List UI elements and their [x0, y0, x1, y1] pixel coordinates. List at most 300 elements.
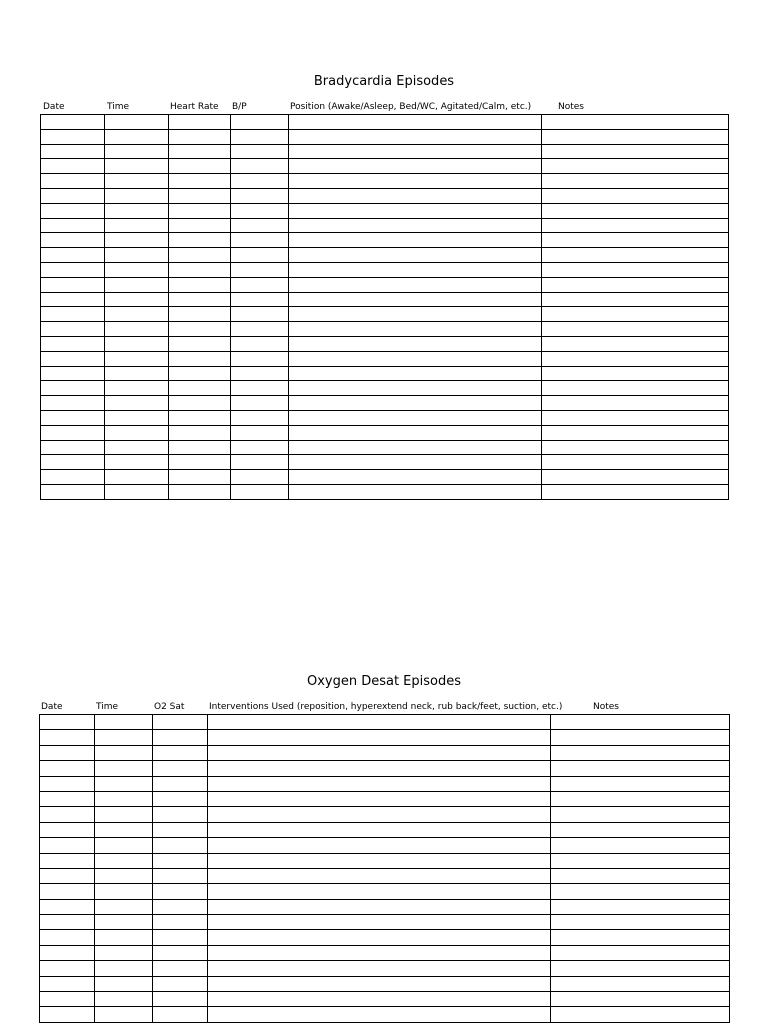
brady-table-row — [41, 159, 729, 174]
brady-blank-entry-cell — [41, 322, 105, 337]
brady-blank-entry-cell — [105, 218, 169, 233]
o2-blank-entry-cell — [95, 992, 153, 1007]
brady-table-row — [41, 262, 729, 277]
brady-table-row — [41, 188, 729, 203]
o2-table-row — [40, 976, 730, 991]
o2-header-interventions: Interventions Used (reposition, hyperextend neck, rub back/feet, suction, etc.) — [209, 702, 563, 712]
brady-blank-entry-cell — [105, 396, 169, 411]
brady-table-row — [41, 484, 729, 499]
o2-blank-entry-cell — [208, 853, 551, 868]
brady-table-row — [41, 115, 729, 130]
brady-blank-entry-cell — [105, 277, 169, 292]
brady-table-row — [41, 322, 729, 337]
brady-blank-entry-cell — [41, 455, 105, 470]
brady-blank-entry-cell — [289, 262, 542, 277]
brady-blank-entry-cell — [542, 233, 729, 248]
o2-blank-entry-cell — [95, 730, 153, 745]
brady-blank-entry-cell — [542, 115, 729, 130]
brady-blank-entry-cell — [231, 174, 289, 189]
brady-blank-entry-cell — [105, 174, 169, 189]
o2-table-row — [40, 745, 730, 760]
o2-header-time: Time — [96, 702, 119, 712]
o2-blank-entry-cell — [551, 1007, 730, 1022]
brady-header-position: Position (Awake/Asleep, Bed/WC, Agitated/Calm, etc.) — [290, 102, 532, 112]
brady-blank-entry-cell — [105, 440, 169, 455]
brady-table-row — [41, 129, 729, 144]
brady-blank-entry-cell — [105, 351, 169, 366]
brady-blank-entry-cell — [41, 218, 105, 233]
brady-blank-entry-cell — [289, 115, 542, 130]
o2-blank-entry-cell — [95, 791, 153, 806]
brady-blank-entry-cell — [289, 129, 542, 144]
o2-blank-entry-cell — [208, 930, 551, 945]
brady-header-heart-rate: Heart Rate — [170, 102, 219, 112]
brady-blank-entry-cell — [542, 425, 729, 440]
o2-blank-entry-cell — [40, 899, 95, 914]
o2-blank-entry-cell — [551, 915, 730, 930]
o2-table-row — [40, 838, 730, 853]
brady-table-row — [41, 396, 729, 411]
o2-blank-entry-cell — [40, 1007, 95, 1022]
brady-blank-entry-cell — [169, 336, 231, 351]
o2-blank-entry-cell — [208, 838, 551, 853]
brady-blank-entry-cell — [289, 425, 542, 440]
brady-blank-entry-cell — [542, 277, 729, 292]
brady-table-row — [41, 277, 729, 292]
o2-blank-entry-cell — [208, 884, 551, 899]
oxygen-desat-log-table — [39, 714, 730, 1023]
o2-blank-entry-cell — [153, 745, 208, 760]
o2-blank-entry-cell — [95, 715, 153, 730]
o2-blank-entry-cell — [153, 838, 208, 853]
brady-blank-entry-cell — [289, 292, 542, 307]
brady-blank-entry-cell — [169, 425, 231, 440]
brady-blank-entry-cell — [542, 366, 729, 381]
o2-blank-entry-cell — [40, 745, 95, 760]
brady-blank-entry-cell — [41, 292, 105, 307]
brady-table-row — [41, 292, 729, 307]
o2-table-row — [40, 761, 730, 776]
o2-blank-entry-cell — [208, 745, 551, 760]
o2-blank-entry-cell — [40, 730, 95, 745]
o2-blank-entry-cell — [551, 930, 730, 945]
brady-blank-entry-cell — [231, 484, 289, 499]
brady-blank-entry-cell — [169, 484, 231, 499]
brady-blank-entry-cell — [169, 233, 231, 248]
o2-blank-entry-cell — [153, 761, 208, 776]
brady-blank-entry-cell — [231, 410, 289, 425]
brady-table-row — [41, 144, 729, 159]
brady-blank-entry-cell — [231, 381, 289, 396]
brady-table-row — [41, 203, 729, 218]
bradycardia-log-table — [40, 114, 729, 500]
o2-blank-entry-cell — [95, 761, 153, 776]
o2-blank-entry-cell — [95, 1007, 153, 1022]
brady-blank-entry-cell — [105, 248, 169, 263]
o2-blank-entry-cell — [40, 838, 95, 853]
brady-table-row — [41, 351, 729, 366]
o2-blank-entry-cell — [208, 761, 551, 776]
brady-blank-entry-cell — [289, 410, 542, 425]
o2-blank-entry-cell — [208, 961, 551, 976]
brady-blank-entry-cell — [169, 440, 231, 455]
brady-table-row — [41, 440, 729, 455]
o2-blank-entry-cell — [153, 945, 208, 960]
o2-blank-entry-cell — [40, 992, 95, 1007]
brady-blank-entry-cell — [41, 233, 105, 248]
brady-blank-entry-cell — [542, 292, 729, 307]
brady-blank-entry-cell — [41, 144, 105, 159]
brady-blank-entry-cell — [231, 470, 289, 485]
o2-blank-entry-cell — [153, 776, 208, 791]
o2-blank-entry-cell — [153, 791, 208, 806]
brady-blank-entry-cell — [542, 307, 729, 322]
brady-blank-entry-cell — [231, 322, 289, 337]
o2-blank-entry-cell — [153, 899, 208, 914]
o2-blank-entry-cell — [551, 745, 730, 760]
o2-blank-entry-cell — [95, 868, 153, 883]
brady-blank-entry-cell — [289, 307, 542, 322]
o2-blank-entry-cell — [208, 715, 551, 730]
brady-blank-entry-cell — [169, 159, 231, 174]
brady-blank-entry-cell — [105, 470, 169, 485]
o2-table-row — [40, 730, 730, 745]
brady-blank-entry-cell — [542, 322, 729, 337]
o2-table-row — [40, 853, 730, 868]
brady-blank-entry-cell — [105, 292, 169, 307]
brady-blank-entry-cell — [231, 159, 289, 174]
o2-blank-entry-cell — [95, 745, 153, 760]
brady-blank-entry-cell — [231, 455, 289, 470]
brady-blank-entry-cell — [289, 174, 542, 189]
brady-header-bp: B/P — [232, 102, 247, 112]
brady-blank-entry-cell — [41, 174, 105, 189]
brady-blank-entry-cell — [41, 410, 105, 425]
brady-blank-entry-cell — [105, 115, 169, 130]
o2-blank-entry-cell — [40, 884, 95, 899]
brady-table-row — [41, 455, 729, 470]
o2-blank-entry-cell — [153, 961, 208, 976]
brady-table-row — [41, 218, 729, 233]
brady-blank-entry-cell — [41, 336, 105, 351]
brady-blank-entry-cell — [41, 277, 105, 292]
o2-blank-entry-cell — [208, 776, 551, 791]
o2-blank-entry-cell — [551, 992, 730, 1007]
o2-blank-entry-cell — [40, 715, 95, 730]
o2-blank-entry-cell — [208, 992, 551, 1007]
bradycardia-title: Bradycardia Episodes — [313, 74, 455, 89]
o2-blank-entry-cell — [208, 730, 551, 745]
o2-blank-entry-cell — [551, 807, 730, 822]
o2-blank-entry-cell — [95, 915, 153, 930]
brady-blank-entry-cell — [169, 174, 231, 189]
brady-blank-entry-cell — [41, 248, 105, 263]
o2-blank-entry-cell — [95, 884, 153, 899]
brady-blank-entry-cell — [231, 440, 289, 455]
o2-blank-entry-cell — [95, 776, 153, 791]
brady-blank-entry-cell — [41, 188, 105, 203]
brady-blank-entry-cell — [542, 144, 729, 159]
brady-blank-entry-cell — [289, 440, 542, 455]
o2-table-row — [40, 992, 730, 1007]
o2-table-row — [40, 915, 730, 930]
brady-blank-entry-cell — [231, 351, 289, 366]
o2-blank-entry-cell — [153, 853, 208, 868]
brady-blank-entry-cell — [542, 410, 729, 425]
brady-blank-entry-cell — [105, 188, 169, 203]
o2-table-row — [40, 899, 730, 914]
brady-blank-entry-cell — [542, 381, 729, 396]
brady-blank-entry-cell — [169, 351, 231, 366]
brady-blank-entry-cell — [542, 470, 729, 485]
brady-blank-entry-cell — [289, 470, 542, 485]
brady-blank-entry-cell — [105, 455, 169, 470]
brady-blank-entry-cell — [169, 129, 231, 144]
o2-header-o2-sat: O2 Sat — [154, 702, 185, 712]
brady-blank-entry-cell — [41, 381, 105, 396]
o2-blank-entry-cell — [40, 822, 95, 837]
o2-blank-entry-cell — [551, 884, 730, 899]
o2-blank-entry-cell — [208, 1007, 551, 1022]
o2-blank-entry-cell — [551, 730, 730, 745]
brady-blank-entry-cell — [289, 351, 542, 366]
brady-blank-entry-cell — [231, 188, 289, 203]
brady-blank-entry-cell — [231, 292, 289, 307]
brady-blank-entry-cell — [542, 351, 729, 366]
brady-blank-entry-cell — [169, 366, 231, 381]
brady-blank-entry-cell — [169, 262, 231, 277]
o2-blank-entry-cell — [153, 992, 208, 1007]
o2-table-row — [40, 791, 730, 806]
o2-blank-entry-cell — [95, 930, 153, 945]
brady-table-row — [41, 410, 729, 425]
brady-blank-entry-cell — [41, 129, 105, 144]
o2-blank-entry-cell — [95, 838, 153, 853]
o2-table-row — [40, 1007, 730, 1022]
o2-blank-entry-cell — [153, 915, 208, 930]
brady-blank-entry-cell — [169, 188, 231, 203]
oxygen-desat-title: Oxygen Desat Episodes — [306, 674, 462, 689]
brady-blank-entry-cell — [231, 144, 289, 159]
o2-header-notes: Notes — [593, 702, 619, 712]
o2-blank-entry-cell — [153, 715, 208, 730]
o2-blank-entry-cell — [551, 838, 730, 853]
brady-blank-entry-cell — [105, 336, 169, 351]
o2-blank-entry-cell — [551, 761, 730, 776]
brady-blank-entry-cell — [105, 233, 169, 248]
brady-blank-entry-cell — [289, 248, 542, 263]
brady-header-time: Time — [107, 102, 130, 112]
brady-table-row — [41, 248, 729, 263]
brady-blank-entry-cell — [231, 307, 289, 322]
brady-blank-entry-cell — [169, 455, 231, 470]
o2-blank-entry-cell — [208, 868, 551, 883]
brady-blank-entry-cell — [105, 159, 169, 174]
brady-blank-entry-cell — [231, 277, 289, 292]
o2-blank-entry-cell — [40, 945, 95, 960]
o2-blank-entry-cell — [551, 791, 730, 806]
o2-blank-entry-cell — [95, 945, 153, 960]
brady-blank-entry-cell — [231, 218, 289, 233]
brady-blank-entry-cell — [41, 470, 105, 485]
o2-blank-entry-cell — [153, 868, 208, 883]
o2-blank-entry-cell — [40, 776, 95, 791]
brady-blank-entry-cell — [542, 129, 729, 144]
o2-blank-entry-cell — [551, 961, 730, 976]
o2-table-row — [40, 961, 730, 976]
brady-blank-entry-cell — [105, 307, 169, 322]
brady-blank-entry-cell — [231, 233, 289, 248]
brady-blank-entry-cell — [41, 366, 105, 381]
brady-blank-entry-cell — [105, 410, 169, 425]
brady-blank-entry-cell — [542, 218, 729, 233]
brady-table-row — [41, 425, 729, 440]
brady-blank-entry-cell — [289, 455, 542, 470]
brady-header-date: Date — [43, 102, 65, 112]
o2-blank-entry-cell — [551, 776, 730, 791]
o2-blank-entry-cell — [551, 899, 730, 914]
o2-table-row — [40, 945, 730, 960]
brady-blank-entry-cell — [289, 159, 542, 174]
o2-blank-entry-cell — [208, 791, 551, 806]
brady-blank-entry-cell — [105, 322, 169, 337]
brady-blank-entry-cell — [542, 440, 729, 455]
o2-blank-entry-cell — [95, 976, 153, 991]
brady-blank-entry-cell — [105, 484, 169, 499]
brady-blank-entry-cell — [41, 425, 105, 440]
o2-blank-entry-cell — [95, 807, 153, 822]
brady-blank-entry-cell — [169, 292, 231, 307]
o2-table-row — [40, 822, 730, 837]
o2-blank-entry-cell — [95, 822, 153, 837]
o2-blank-entry-cell — [40, 915, 95, 930]
brady-blank-entry-cell — [289, 144, 542, 159]
brady-blank-entry-cell — [169, 203, 231, 218]
brady-blank-entry-cell — [41, 203, 105, 218]
brady-blank-entry-cell — [105, 425, 169, 440]
brady-blank-entry-cell — [41, 159, 105, 174]
o2-blank-entry-cell — [208, 822, 551, 837]
o2-blank-entry-cell — [551, 945, 730, 960]
brady-blank-entry-cell — [169, 381, 231, 396]
brady-blank-entry-cell — [542, 174, 729, 189]
o2-blank-entry-cell — [208, 976, 551, 991]
o2-blank-entry-cell — [40, 930, 95, 945]
o2-blank-entry-cell — [95, 899, 153, 914]
brady-blank-entry-cell — [289, 203, 542, 218]
o2-blank-entry-cell — [40, 791, 95, 806]
brady-blank-entry-cell — [289, 277, 542, 292]
o2-blank-entry-cell — [208, 945, 551, 960]
o2-blank-entry-cell — [40, 853, 95, 868]
brady-blank-entry-cell — [542, 262, 729, 277]
o2-blank-entry-cell — [551, 868, 730, 883]
brady-blank-entry-cell — [289, 188, 542, 203]
brady-blank-entry-cell — [169, 322, 231, 337]
o2-table-row — [40, 884, 730, 899]
brady-blank-entry-cell — [289, 366, 542, 381]
o2-blank-entry-cell — [208, 915, 551, 930]
brady-table-row — [41, 366, 729, 381]
brady-blank-entry-cell — [41, 351, 105, 366]
brady-table-row — [41, 470, 729, 485]
brady-blank-entry-cell — [289, 336, 542, 351]
brady-blank-entry-cell — [231, 366, 289, 381]
o2-table-row — [40, 868, 730, 883]
brady-blank-entry-cell — [105, 129, 169, 144]
brady-blank-entry-cell — [169, 218, 231, 233]
o2-table-row — [40, 776, 730, 791]
o2-blank-entry-cell — [153, 730, 208, 745]
brady-blank-entry-cell — [231, 248, 289, 263]
brady-blank-entry-cell — [231, 336, 289, 351]
o2-blank-entry-cell — [551, 976, 730, 991]
brady-blank-entry-cell — [289, 218, 542, 233]
o2-blank-entry-cell — [208, 807, 551, 822]
brady-blank-entry-cell — [231, 203, 289, 218]
brady-table-row — [41, 381, 729, 396]
brady-blank-entry-cell — [231, 262, 289, 277]
o2-blank-entry-cell — [153, 884, 208, 899]
brady-blank-entry-cell — [289, 484, 542, 499]
brady-table-row — [41, 233, 729, 248]
brady-blank-entry-cell — [289, 233, 542, 248]
brady-blank-entry-cell — [41, 484, 105, 499]
brady-blank-entry-cell — [289, 396, 542, 411]
o2-blank-entry-cell — [153, 930, 208, 945]
brady-blank-entry-cell — [169, 470, 231, 485]
brady-blank-entry-cell — [231, 115, 289, 130]
brady-blank-entry-cell — [542, 484, 729, 499]
brady-blank-entry-cell — [105, 262, 169, 277]
brady-blank-entry-cell — [41, 307, 105, 322]
brady-blank-entry-cell — [105, 144, 169, 159]
o2-blank-entry-cell — [153, 822, 208, 837]
o2-blank-entry-cell — [208, 899, 551, 914]
brady-blank-entry-cell — [169, 307, 231, 322]
brady-blank-entry-cell — [542, 396, 729, 411]
brady-blank-entry-cell — [542, 159, 729, 174]
brady-blank-entry-cell — [542, 455, 729, 470]
brady-blank-entry-cell — [169, 277, 231, 292]
brady-blank-entry-cell — [105, 366, 169, 381]
o2-blank-entry-cell — [153, 976, 208, 991]
o2-blank-entry-cell — [153, 1007, 208, 1022]
brady-blank-entry-cell — [41, 440, 105, 455]
brady-blank-entry-cell — [41, 262, 105, 277]
brady-table-row — [41, 336, 729, 351]
o2-table-row — [40, 930, 730, 945]
o2-blank-entry-cell — [95, 853, 153, 868]
brady-blank-entry-cell — [231, 396, 289, 411]
brady-blank-entry-cell — [542, 248, 729, 263]
o2-blank-entry-cell — [40, 807, 95, 822]
brady-blank-entry-cell — [231, 425, 289, 440]
brady-blank-entry-cell — [231, 129, 289, 144]
o2-blank-entry-cell — [551, 853, 730, 868]
brady-blank-entry-cell — [105, 203, 169, 218]
brady-blank-entry-cell — [105, 381, 169, 396]
o2-blank-entry-cell — [551, 715, 730, 730]
brady-blank-entry-cell — [169, 115, 231, 130]
o2-table-row — [40, 715, 730, 730]
o2-blank-entry-cell — [153, 807, 208, 822]
o2-table-row — [40, 807, 730, 822]
brady-blank-entry-cell — [41, 115, 105, 130]
brady-blank-entry-cell — [542, 203, 729, 218]
brady-blank-entry-cell — [542, 336, 729, 351]
brady-blank-entry-cell — [169, 396, 231, 411]
